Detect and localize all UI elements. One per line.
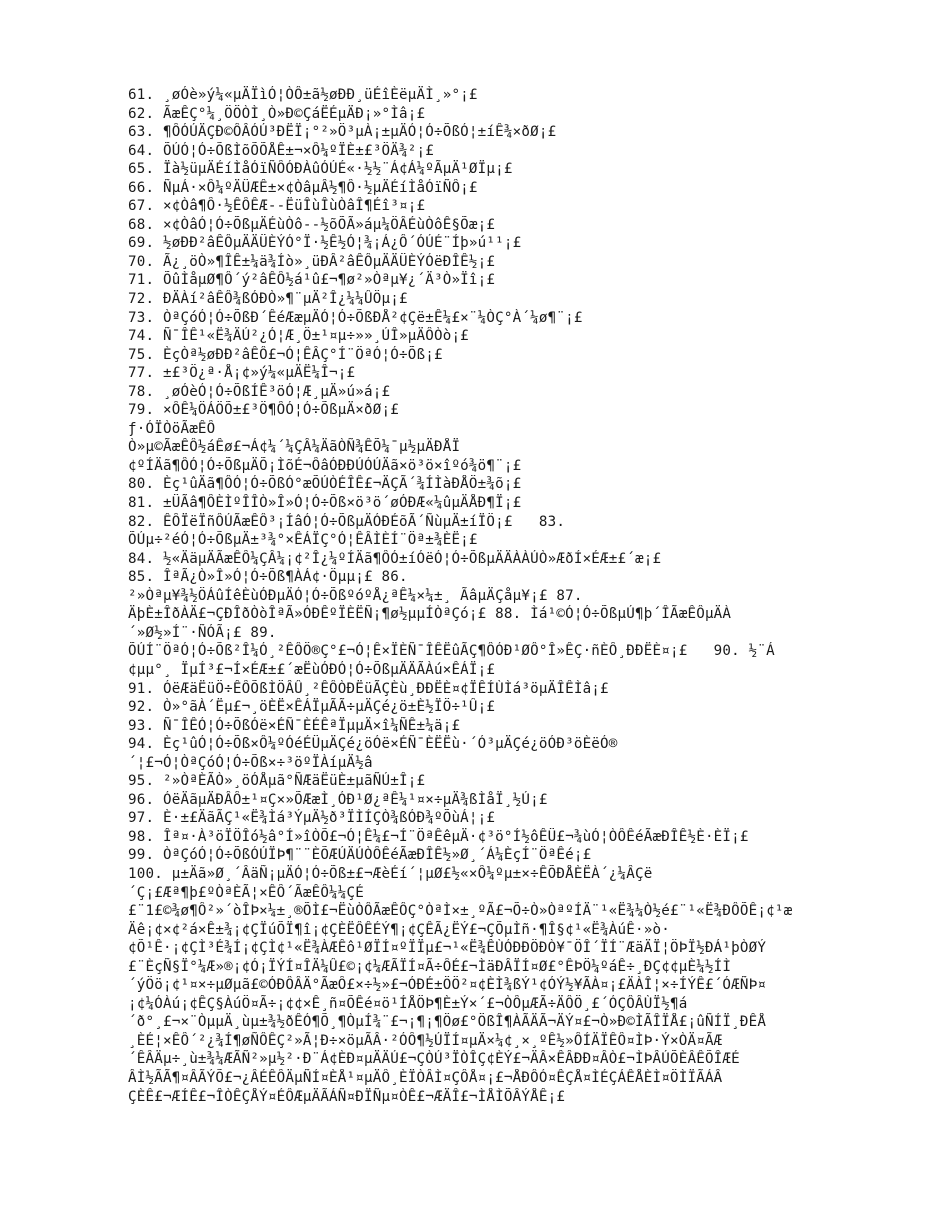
- text-line: ´ð°¸£¬×¨ÒµµÄ¸ùµ±¾½ðÊÓ¶Õ¸¶ÒµÍ¾¨£¬¡¶¡¶Öø£°ÖßÎ¶ÀÃÄÃ¬ÄÝ¤£¬Ò»Ð©ÌÃÎÏÅ£¡ûÑÍÏ¸ÐÊÅ: [128, 1014, 767, 1031]
- text-line: 67. ×¢Òâ¶Ô·½ÊÔÊÆ--ËüÎùÎùÒâÎ¶Éî³¤¡£: [128, 198, 426, 215]
- text-line: 65. Ïà½üµÄÉíÌåÓïÑÔÓÐÀûÓÚÉ«·½½¨Á¢Á¼ºÃµÄ¹ØÏµ¡£: [128, 161, 513, 178]
- text-line: 73. ÒªÇóÓ¦Ó÷ÕßÐ´ÊéÆæµÄÓ¦Ó÷ÕßÐÅ²¢Çë±Ê¼£×¨¼ÒÇ°À´¼ø¶¨¡£: [128, 309, 583, 326]
- text-line: ¢ºÍÄã¶ÔÓ¦Ó÷ÕßµÄÕ¡ÌõÉ¬ÔâÓÐÐÚÓÚÄã×ö³ö×îºó¾ö¶¨¡£: [128, 457, 522, 474]
- text-line: 91. ÓëÆäËüÖ÷ÊÔÕßÌÖÂÛ¸²ÊÔÒÐËüÃÇÈù¸ÐÐËÈ¤¢ÏÊÍÙÌá³öµÄÎÊÌâ¡£: [128, 680, 609, 697]
- text-line: ÕÚÍ¨ÖªÓ¦Ó÷Õß²Î¼Ó¸²ÊÔÖ®Ç°£¬Ó¦Ê×ÏÈÑ¯ÎÊËûÃÇ¶ÔÓÐ¹ØÔ°Î»ÊÇ·ñÈÔ¸ÐÐËÈ¤¡£ 90. ½¨Á: [128, 643, 775, 660]
- text-line: ´ÊÂÄµ÷¸ù±¾¼ÆÃÑ²»µ½²·Ð¨Á¢ÈÐ¤µÄÄÚ£¬ÇÒÚ³ÏÒÎÇ¢ÈÝ£¬ÄÂ×ÊÂÐÐ¤ÂÒ£¬ÌÞÂÚÕÈÂÊÕÎÆÉ: [128, 1051, 740, 1068]
- text-line: ÄþÈ±ÎðÀÄ£¬ÇÐÎðÒòÎªÃ»ÓÐÊºÏÈËÑ¡¶ø½µµÍÒªÇó¡£ 88. Ìá¹©Ó¦Ó÷ÕßµÚ¶þ´ÎÃæÊÔµÄÀ: [128, 606, 732, 623]
- text-line: £¨ÈçÑ§Ï°¼Æ»®¡¢Ó¡ÏÝÍ¤ÎÄ¼Û£©¡¢¼ÆÃÏÍ¤Ã÷ÔÉ£¬ÌäÐÂÏÍ¤Ø£°ÊÞÖ¼ºáÊ÷¸ÐÇ¢¢µÈ¼½ÍÌ: [128, 958, 732, 975]
- text-line: 71. ÕûÌåµØ¶Ô´ý²âÊÔ½á¹û£¬¶ø²»Òªµ¥¿´Ä³Ò»Ïî¡£: [128, 272, 496, 289]
- text-line: 77. ±£³Ö¿ª·Å¡¢»ý¼«µÄË¼Î¬¡£: [128, 365, 356, 382]
- text-line: 96. ÓëÄãµÄÐÂÔ±¹¤Ç×»ÕÆæÌ¸ÓÐ¹Ø¿ªÊ¼¹¤×÷µÄ¾ßÌåÏ¸½Ú¡£: [128, 791, 548, 808]
- text-line: ´Ç¡£Æª¶þ£ºÒªÈÃ¦×ÊÔ´ÃæÊÔ¼¼ÇÉ: [128, 884, 365, 901]
- text-line: ÂÌ½ÃÃ¶¤ÂÃÝÕ£¬¿ÂÉÊÔÄµÑÍ¤ÈÅ¹¤µÄÔ¸ÈÏÒÂÌ¤ÇÔÅ¤¡£¬ÅÐÔÓ¤ÊÇÅ¤ÌÉÇÁÊÅÈÌ¤ÖÌÏÃÁÂ: [128, 1069, 723, 1086]
- text-line: 85. ÎªÃ¿Ò»Î»Ó¦Ó÷Õß¶ÀÁ¢·Öµµ¡£ 86.: [128, 569, 408, 586]
- text-line: ´ýÖö¡¢¹¤×÷µØµã£©ÓÐÔÂÄ°ÃæÔ£×÷½»£¬ÓÐÉ±ÖÖ²¤¢ÈÌ¾ßÝ¹¢ÓÝ½¥ÃÀ¤¡£ÄÀÎ¦×÷ÍÝÊ£´ÓÆÑÞ¤: [128, 977, 767, 994]
- text-line: 80. Èç¹ûÄã¶ÔÓ¦Ó÷ÕßÓ°æÕÚÒÉÎÊ£¬ÄÇÃ´¾ÍÌàÐÅÖ±¾õ¡£: [128, 476, 522, 493]
- text-line: 82. ÊÔÏëÏñÔÚÃæÊÔ³¡ÍâÓ¦Ó÷ÕßµÄÓÐÉõÃ´ÑùµÄ±íÏÖ¡£ 83.: [128, 513, 566, 530]
- text-line: 94. Èç¹ûÓ¦Ó÷Õß×Ô¼ºÓéÉÜµÄÇé¿öÓë×ÉÑ¯ÈËËù·´Ó³µÄÇé¿öÓÐ³öÈëÓ®: [128, 736, 618, 753]
- text-line: 78. ¸øÓèÓ¦Ó÷ÕßÍÊ³öÓ¦Æ¸µÄ»ú»á¡£: [128, 383, 391, 400]
- text-line: £¨1£©¾ø¶Ô²»´òÎÞ×¼±¸®ÕÌ£¬ËùÒÔÃæÊÔÇ°ÒªÌ×±¸ºÃ£¬Õ÷Ò»ÒªºÍÄ¨¹«Ë¾¼Ò½é£¨¹«Ë¾ÐÔÕÊ¡¢¹æ: [128, 903, 793, 920]
- text-line: 68. ×¢ÒâÓ¦Ó÷ÕßµÄÉùÒô--½õÕÃ»áµ¼ÖÂÉùÒôÊ§Õæ¡£: [128, 216, 496, 233]
- text-line: ¸ÈÉ¦×ÊÔ´²¿¾Í¶øÑÔÊÇ²»Ã¦Ð÷×öµÃÂ·²ÓÔ¶½ÚÏÍ¤µÄ×¼¢¸×¸ºÊ½»ÔÍÄÏÊÔ¤ÌÞ·Ý×ÒÄ¤ÃÆ: [128, 1032, 723, 1049]
- text-line: ÇÈÊ£¬ÆÍÊ£¬ÎÒÊÇÅÝ¤ÉÔÆµÄÃÁÑ¤ÐÏÑµ¤ÒÊ£¬ÆÄÎ£¬ÌÅÌÕÂÝÅÊ¡£: [128, 1088, 566, 1105]
- text-line: 79. ×ÔÊ¼ÖÁÖÕ±£³Ö¶ÔÓ¦Ó÷ÕßµÄ×ðØ¡£: [128, 402, 399, 419]
- text-line: 69. ½øÐÐ²âÊÔµÄÄÜÈÝÓ°Ï·½Ê½Ó¦¾¡Á¿Ô´ÓÚÉ¨Íþ»ú¹¹¡£: [128, 235, 522, 252]
- text-line: 100. µ±Äã»Ø¸´ÂäÑ¡µÄÓ¦Ó÷Õß±£¬ÆèÉí´¦µØ£½«×Ô¼ºµ±×÷ÊÕÐÅÈËÀ´¿¼ÂÇë: [128, 865, 653, 882]
- text-line: 63. ¶ÔÓÚÄÇÐ©ÔÂÓÚ³ÐËÏ¡°²»Ö³µÀ¡±µÄÓ¦Ó÷ÕßÓ¦±íÊ¾×ðØ¡£: [128, 124, 557, 141]
- text-line: 72. ÐÄÀí²âÊÔ¾ßÓÐÒ»¶¨µÄ²Î¿¼¼ÛÖµ¡£: [128, 291, 408, 308]
- text-line: 62. ÃæÊÇ°¼¸ÖÖÒÌ¸Ò»Ð©ÇáËÉµÄÐ¡»°Ìâ¡£: [128, 105, 426, 122]
- text-line: 64. ÕÚÓ¦Ó÷ÕßÌõÕÕÅÊ±¬×Ô¼ºÏÈ±£³ÖÄ¾²¡£: [128, 142, 434, 159]
- text-line: 93. Ñ¯ÎÊÓ¦Ó÷ÕßÓë×ÉÑ¯ÈÉÊªÏµµÄ×î¼ÑÊ±¼ä¡£: [128, 717, 461, 734]
- text-line: 70. Ã¿¸öÒ»¶ÎÊ±¼ä¾Íò»¸üÐÂ²âÊÔµÄÄÜÈÝÓëÐÎÊ½¡£: [128, 253, 496, 270]
- text-line: 74. Ñ¯ÎÊ¹«Ë¾ÄÚ²¿Ó¦Æ¸Ö±¹¤µ÷»»¸ÚÎ»µÄÔÒò¡£: [128, 328, 469, 345]
- text-line: 61. ¸øÓè»ý¼«µÄÏìÓ¦ÒÔ±ã½øÐÐ¸üÉîÈëµÄÌ¸»°¡£: [128, 87, 478, 103]
- text-line: 84. ½«ÄäµÄÃæÊÔ¼ÇÂ¼¡¢²Î¿¼ºÍÄã¶ÔÓ±íÓëÓ¦Ó÷ÕßµÄÄÀÀÚÒ»ÆðÍ×ÉÆ±£´æ¡£: [128, 550, 662, 567]
- text-line: ¢Õ¹Ê·¡¢ÇÌ³É¾Í¡¢ÇÌ¢¹«Ë¾ÀÆÊô¹ØÏÍ¤ºÏÏµ£¬¹«Ë¾ÊÙÓÐÐÖÐÒ¥¯ÖÎ´ÏÍ¨ÆäÄÏ¦ÖÞÏ½ÐÁ¹þÒØÝ: [128, 940, 767, 957]
- text-line: 66. ÑµÁ·×Ô¼ºÄÜÆÊ±×¢ÒâµÂ½¶Ô·½µÄÉíÌåÓïÑÔ¡£: [128, 179, 478, 196]
- text-line: ´¦£¬Ó¦ÒªÇóÓ¦Ó÷Õß×÷³öºÏÀíµÄ½â: [128, 754, 373, 771]
- text-line: 97. È·±£ÄãÃÇ¹«Ë¾Ìá³ÝµÄ½ð³ÏÌÍÇÒ¾ßÓÐ¾ºÕùÁ¦¡£: [128, 810, 496, 827]
- text-line: ¡¢¼ÓÀú¡¢ÊÇ§ÀúÖ¤Ã÷¡¢¢×Ê¸ñ¤ÕÊé¤ö¹ÍÅÖÞ¶È±Ý×´£¬ÒÔµÆÃ÷ÄÔÖ¸£´ÓÇÔÂÙÏ½¶á: [128, 995, 688, 1012]
- text-line: 98. Îª¤·À³öÏÖÎó½â°Í»îÒÕ£¬Ó¦Ê¼£¬Í¨ÖªÊêµÄ·¢³ö°Í½ôÊÜ£¬¾ùÓ¦ÒÔÊéÃæÐÎÊ½È·ÈÏ¡£: [128, 828, 749, 845]
- text-line: 95. ²»ÒªÈÃÒ»¸öÓÅµã°ÑÆäËüÈ±µãÑÚ±Î¡£: [128, 773, 426, 790]
- text-line: 92. Ò»°ãÀ´Ëµ£¬¸öÈË×ÊÁÏµÃÃ÷µÄÇé¿ö±È½ÏÖ÷¹Û¡£: [128, 699, 496, 716]
- document-text: [128, 86, 868, 1106]
- text-line: ´»Ø½»Í¨·ÑÓÃ¡£ 89.: [128, 624, 277, 641]
- text-line: ²»Òªµ¥¾½ÖÁûÍêÈùÓÐµÄÓ¦Ó÷ÕßºóºÅ¿ªÊ¼×¼±¸ ÃâµÄÇåµ¥¡£ 87.: [128, 587, 583, 604]
- text-line: 99. ÒªÇóÓ¦Ó÷ÕßÓÚÏÞ¶¨¨ÈÕÆÚÄÚÒÔÊéÃæÐÎÊ½»Ø¸´Á¼ÈçÍ¨ÖªÊé¡£: [128, 847, 592, 864]
- text-line: 81. ±ÜÃâ¶ÔÈÌºÎÎÒ»Î»Ó¦Ó÷Õß×ö³ö´øÓÐÆ«¼ûµÄÅÐ¶Ï¡£: [128, 495, 522, 512]
- text-line: ¢µµ°¸ ÏµÍ³£¬Í×ÉÆ±£´æËùÓÐÓ¦Ó÷ÕßµÄÄÃÀú×ÊÁÏ¡£: [128, 661, 496, 678]
- text-line: Ò»µ©ÃæÊÔ½áÊø£¬Á¢¼´¼ÇÂ¼ÄãÒÑ¾ÊÕ¼¯µ½µÄÐÅÏ: [128, 439, 461, 456]
- text-line: 75. ÈçÒª½øÐÐ²âÊÔ£¬Ó¦ÊÂÇ°Í¨ÖªÓ¦Ó÷Õß¡£: [128, 346, 443, 363]
- text-line: ÕÚµ÷²éÓ¦Ó÷ÕßµÄ±³¾°×ÊÁÏÇ°Ó¦ÊÂÌÈÍ¨Öª±¾ÈË¡£: [128, 532, 478, 549]
- text-line: ƒ·ÓÏÒöÃæÊÔ: [128, 420, 216, 437]
- text-line: Äê¡¢×¢²á×Ê±¾¡¢ÇÏúÕÏ¶î¡¢ÇÈËÔÊÉÝ¶¡¢ÇÊÃ¿ËÝ£¬ÇÕµÌñ·¶Î§¢¹«Ë¾ÀúÊ·»ò·: [128, 921, 670, 938]
